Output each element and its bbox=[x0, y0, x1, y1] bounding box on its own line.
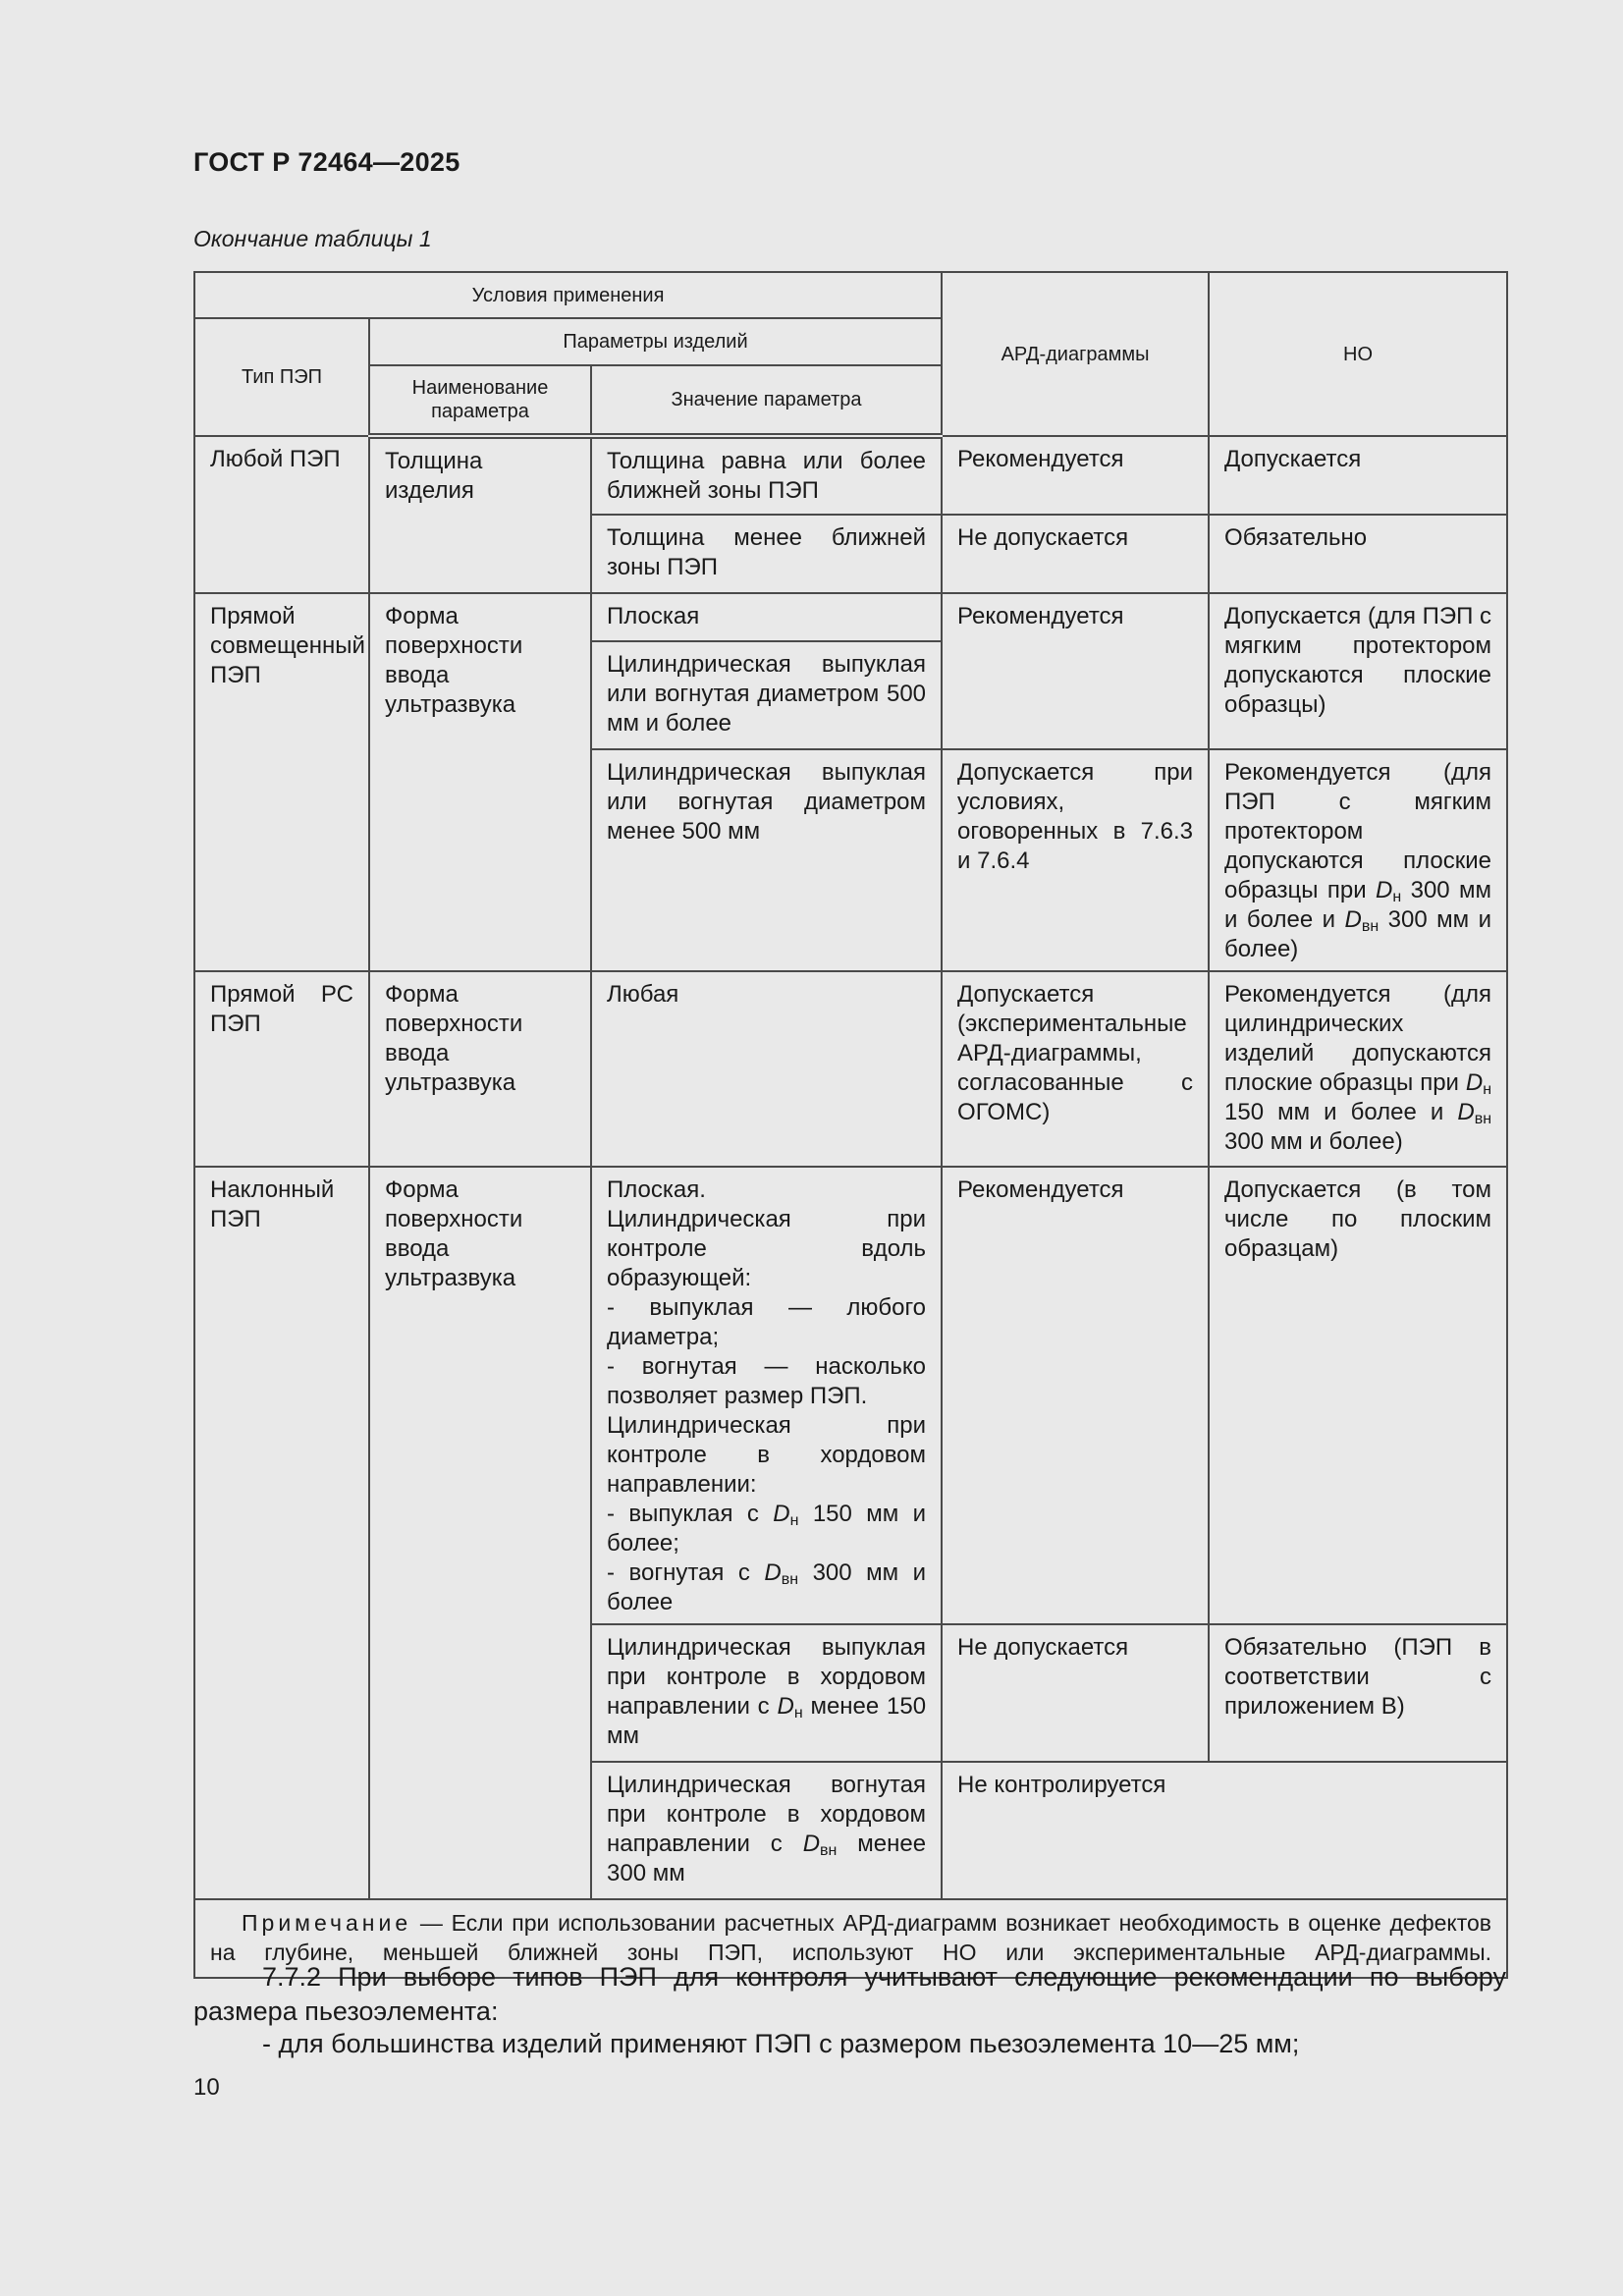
cell-type: Прямой совмещенный ПЭП bbox=[194, 593, 369, 971]
header-param-value: Значение параметра bbox=[591, 365, 942, 436]
header-type: Тип ПЭП bbox=[194, 318, 369, 436]
cell-value: Плоская bbox=[591, 593, 942, 641]
table-row bbox=[194, 1167, 1507, 1624]
cell-value: Толщина равна или более ближней зоны ПЭП bbox=[591, 436, 942, 515]
cell-no: Допускается (для ПЭП с мягким протектором допускаются плоские образцы) bbox=[1209, 593, 1507, 749]
cell-param: Форма поверхности ввода ультразвука bbox=[369, 1167, 591, 1899]
cell-value: Любая bbox=[591, 971, 942, 1167]
cell-type: Наклонный ПЭП bbox=[194, 1167, 369, 1899]
cell-value: Цилиндрическая выпуклая или вогнутая диаметром менее 500 мм bbox=[591, 749, 942, 971]
cell-no: Рекомендуется (для ПЭП с мягким протектором допускаются плоские образцы при $D_н$ 300 мм и более и $D_{вн}$ 300 мм и более) bbox=[1209, 749, 1507, 971]
cell-ard: Допускается при условиях, оговоренных в 7.6.3 и 7.6.4 bbox=[942, 749, 1209, 971]
table-row bbox=[194, 436, 1507, 515]
cell-value: Плоская. Цилиндрическая при контроле вдоль образующей: - выпуклая — любого диаметра; - вогнутая — насколько позволяет размер ПЭП. Цилиндрическая при контроле в хордовом направлении: - выпуклая с $D_н$ 150 мм и более; - вогнутая с $D_{вн}$ 300 мм и более bbox=[591, 1167, 942, 1624]
cell-ard: Рекомендуется bbox=[942, 436, 1209, 515]
table-row bbox=[194, 971, 1507, 1167]
cell-type: Любой ПЭП bbox=[194, 436, 369, 593]
cell-ard: Рекомендуется bbox=[942, 593, 1209, 749]
cell-type: Прямой РС ПЭП bbox=[194, 971, 369, 1167]
header-conditions: Условия применения bbox=[194, 272, 942, 318]
cell-ard-no-merged: Не контролируется bbox=[942, 1762, 1507, 1899]
note-label: Примечание bbox=[242, 1910, 412, 1936]
paragraph-7-7-2: 7.7.2 При выборе типов ПЭП для контроля учитывают следующие рекомендации по выбору размера пьезоэлемента: bbox=[193, 1962, 1506, 2026]
header-ard: АРД-диаграммы bbox=[942, 272, 1209, 436]
header-no: НО bbox=[1209, 272, 1507, 436]
cell-ard: Не допускается bbox=[942, 515, 1209, 593]
table-caption: Окончание таблицы 1 bbox=[193, 226, 432, 251]
page-number: 10 bbox=[193, 2074, 220, 2101]
cell-value: Толщина менее ближней зоны ПЭП bbox=[591, 515, 942, 593]
paragraph-list-item: - для большинства изделий применяют ПЭП с размером пьезоэлемента 10—25 мм; bbox=[262, 2029, 1300, 2058]
cell-param: Толщина изделия bbox=[369, 436, 591, 593]
cell-ard: Не допускается bbox=[942, 1624, 1209, 1762]
header-params: Параметры изделий bbox=[369, 318, 942, 365]
cell-value: Цилиндрическая выпуклая или вогнутая диаметром 500 мм и более bbox=[591, 641, 942, 749]
header-param-name: Наименование параметра bbox=[369, 365, 591, 436]
table-row bbox=[194, 593, 1507, 641]
document-id: ГОСТ Р 72464—2025 bbox=[193, 147, 460, 177]
note-text: — Если при использовании расчетных АРД-диаграмм возникает необходимость в оценке дефектов на глубине, меньшей ближней зоны ПЭП, используют НО или экспериментальные АРД-диаграммы. bbox=[210, 1910, 1492, 1965]
requirements-table bbox=[193, 271, 1508, 1979]
cell-no: Обязательно (ПЭП в соответствии с приложением В) bbox=[1209, 1624, 1507, 1762]
cell-value: Цилиндрическая выпуклая при контроле в хордовом направлении с $D_н$ менее 150 мм bbox=[591, 1624, 942, 1762]
cell-no: Допускается bbox=[1209, 436, 1507, 515]
cell-no: Допускается (в том числе по плоским образцам) bbox=[1209, 1167, 1507, 1624]
cell-param: Форма поверхности ввода ультразвука bbox=[369, 971, 591, 1167]
cell-value: Цилиндрическая вогнутая при контроле в хордовом направлении с $D_{вн}$ менее 300 мм bbox=[591, 1762, 942, 1899]
cell-no: Обязательно bbox=[1209, 515, 1507, 593]
cell-param: Форма поверхности ввода ультразвука bbox=[369, 593, 591, 971]
cell-ard: Допускается (экспериментальные АРД-диаграммы, согласованные с ОГОМС) bbox=[942, 971, 1209, 1167]
cell-ard: Рекомендуется bbox=[942, 1167, 1209, 1624]
cell-no: Рекомендуется (для цилиндрических изделий допускаются плоские образцы при $D_н$ 150 мм и более и $D_{вн}$ 300 мм и более) bbox=[1209, 971, 1507, 1167]
